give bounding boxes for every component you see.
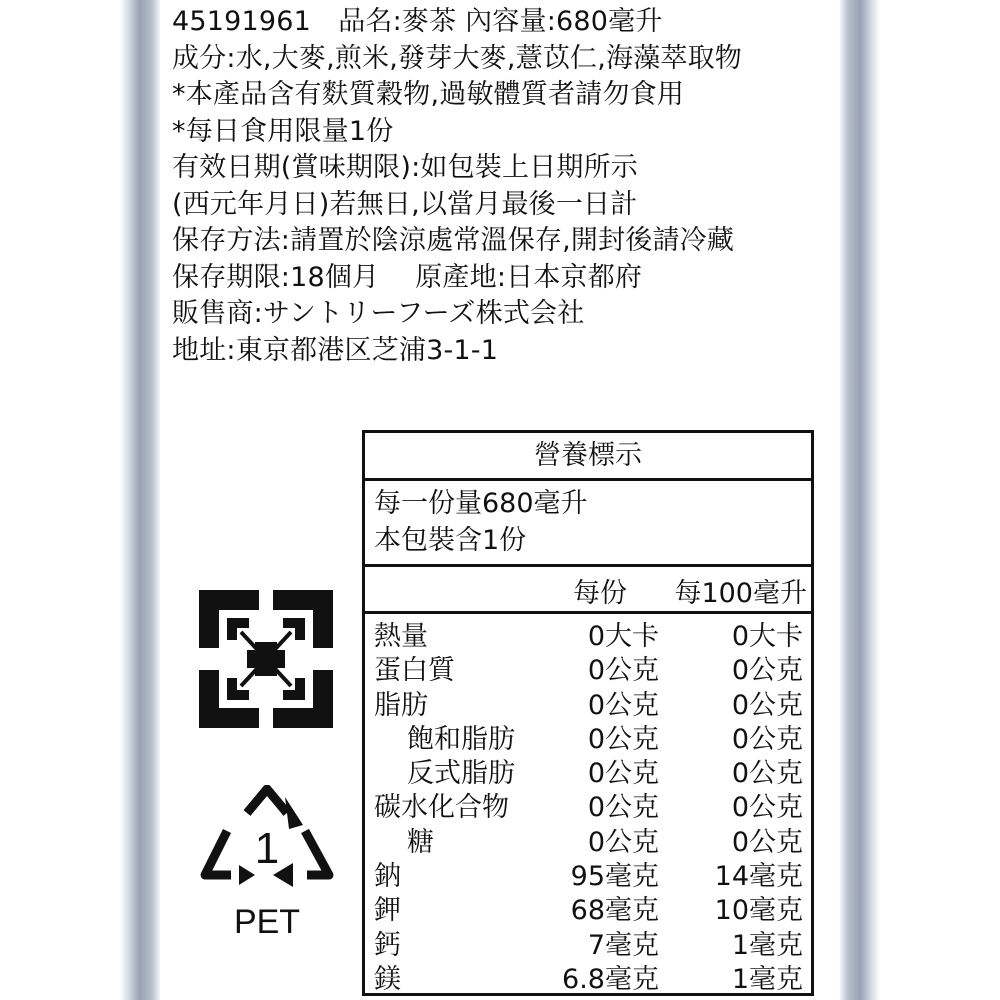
- info-line: 有效日期(賞味期限):如包裝上日期所示: [172, 152, 638, 183]
- col-per-serving: 每份: [573, 578, 627, 609]
- servings-per-pack: 本包裝含1份: [374, 525, 527, 556]
- info-line: 販售商:サントリーフーズ株式会社: [172, 298, 585, 329]
- taiwan-recycling-icon: [197, 588, 335, 730]
- nutrient-row: [365, 894, 811, 928]
- info-line: *每日食用限量1份: [172, 115, 394, 147]
- nutrient-row: [365, 791, 811, 825]
- nutrient-per-serving: 0公克: [587, 655, 659, 687]
- nutrient-row: [365, 757, 811, 791]
- nutrient-per-100ml: 0大卡: [731, 621, 803, 652]
- nutrition-title: 營養標示: [365, 433, 811, 481]
- nutrient-per-serving: 7毫克: [587, 929, 659, 961]
- nutrient-name: 反式脂肪: [407, 758, 515, 790]
- nutrient-row: [365, 929, 811, 963]
- nutrient-row: [365, 860, 811, 894]
- nutrient-row: [365, 963, 811, 997]
- nutrient-per-serving: 0公克: [587, 723, 659, 755]
- nutrient-row: [365, 826, 811, 860]
- column-headers: [365, 567, 811, 614]
- nutrient-name: 蛋白質: [374, 655, 455, 687]
- nutrient-per-100ml: 0公克: [731, 689, 803, 721]
- info-line: 成分:水,大麥,煎米,發芽大麥,薏苡仁,海藻萃取物: [172, 42, 743, 74]
- info-line: 保存期限:18個月 原產地:日本京都府: [172, 261, 643, 293]
- nutrient-row: [365, 723, 811, 757]
- serving-info: [365, 485, 811, 567]
- nutrient-row: [365, 620, 811, 654]
- serving-size: 每一份量680毫升: [374, 488, 588, 519]
- nutrient-name: 糖: [407, 826, 434, 858]
- nutrient-per-100ml: 0公克: [731, 758, 803, 790]
- info-line: *本產品含有麩質穀物,過敏體質者請勿食用: [172, 79, 685, 110]
- bottle-edge-right: [840, 0, 1000, 1000]
- nutrient-name: 鈉: [374, 861, 401, 893]
- nutrient-per-100ml: 1毫克: [731, 963, 803, 995]
- nutrient-per-serving: 0公克: [587, 758, 659, 790]
- nutrient-per-100ml: 0公克: [731, 792, 803, 824]
- nutrition-table: [362, 430, 814, 996]
- nutrient-name: 鈣: [374, 929, 401, 961]
- nutrient-per-serving: 95毫克: [570, 861, 659, 893]
- bottle-edge-left: [0, 0, 160, 1000]
- nutrient-name: 碳水化合物: [374, 792, 509, 824]
- nutrient-per-100ml: 14毫克: [714, 861, 803, 893]
- nutrient-rows: [365, 614, 811, 997]
- info-line: 地址:東京都港区芝浦3-1-1: [172, 334, 499, 366]
- nutrient-name: 鉀: [374, 895, 401, 927]
- info-line: 45191961 品名:麥茶 內容量:680毫升: [172, 6, 663, 37]
- nutrient-per-100ml: 10毫克: [714, 895, 803, 927]
- nutrient-per-100ml: 0公克: [731, 655, 803, 687]
- nutrient-name: 脂肪: [374, 689, 428, 721]
- nutrient-name: 鎂: [374, 963, 401, 995]
- nutrient-per-100ml: 1毫克: [731, 929, 803, 961]
- pet-label: PET: [233, 903, 301, 941]
- product-info: [172, 4, 852, 369]
- nutrient-per-serving: 0公克: [587, 792, 659, 824]
- nutrient-per-serving: 0大卡: [587, 621, 659, 652]
- pet-number: 1: [254, 824, 280, 873]
- nutrient-row: [365, 689, 811, 723]
- nutrient-per-100ml: 0公克: [731, 723, 803, 755]
- nutrient-per-100ml: 0公克: [731, 826, 803, 858]
- nutrient-per-serving: 0公克: [587, 826, 659, 858]
- nutrient-per-serving: 6.8毫克: [562, 963, 659, 995]
- info-line: (西元年月日)若無日,以當月最後一日計: [172, 188, 638, 220]
- nutrient-per-serving: 68毫克: [570, 895, 659, 927]
- col-per-100ml: 每100毫升: [674, 578, 807, 609]
- nutrient-per-serving: 0公克: [587, 689, 659, 721]
- nutrient-name: 飽和脂肪: [407, 723, 515, 755]
- nutrient-row: [365, 654, 811, 688]
- nutrient-name: 熱量: [374, 621, 428, 652]
- pet-resin-code-icon: [197, 785, 337, 945]
- info-line: 保存方法:請置於陰涼處常溫保存,開封後請冷藏: [172, 225, 735, 256]
